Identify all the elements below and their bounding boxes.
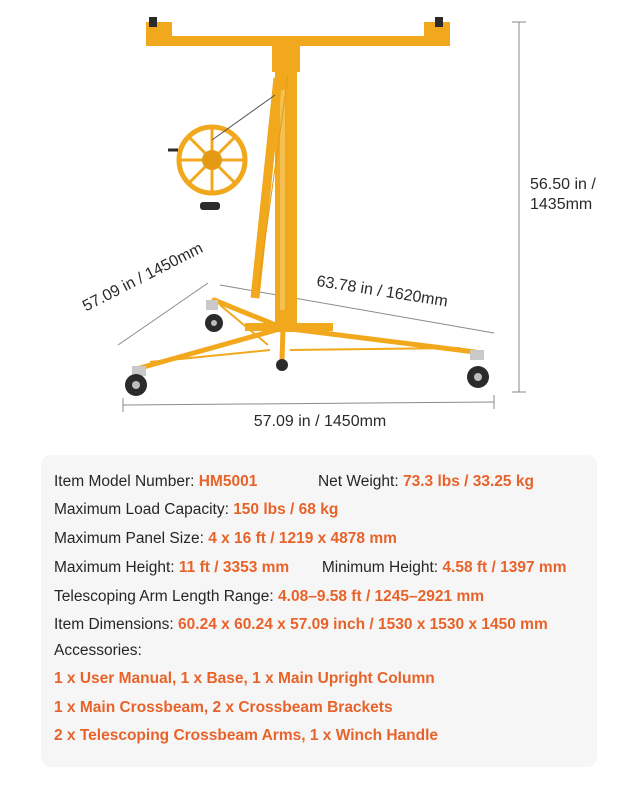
accessory-line: 1 x Main Crossbeam, 2 x Crossbeam Brackets (54, 699, 393, 716)
winch-wheel (168, 127, 245, 210)
dimension-lines (118, 22, 526, 412)
panel-label: Maximum Panel Size: (54, 530, 204, 547)
spec-row-load (54, 500, 338, 520)
spec-row-panel (54, 529, 397, 549)
strut (255, 78, 278, 298)
load-value: 150 lbs / 68 kg (233, 501, 339, 518)
accessory-line: 2 x Telescoping Crossbeam Arms, 1 x Winch Handle (54, 727, 439, 744)
item-dims-value: 60.24 x 60.24 x 57.09 inch / 1530 x 1530 x 1450 mm (178, 616, 548, 633)
spec-row-heights (54, 558, 567, 578)
max-height-value: 11 ft / 3353 mm (178, 559, 290, 576)
spec-row-item-dims (54, 615, 548, 635)
accessories-label: Accessories: (54, 642, 142, 659)
weight-value: 73.3 lbs / 33.25 kg (402, 473, 534, 490)
model-label: Item Model Number: (54, 473, 195, 490)
height-mm-label: 1435mm (530, 196, 593, 213)
item-dims-label: Item Dimensions: (54, 616, 174, 633)
arm-label: Telescoping Arm Length Range: (54, 588, 274, 605)
min-height-value: 4.58 ft / 1397 mm (442, 559, 567, 576)
width-dimension-label: 57.09 in / 1450mm (253, 413, 387, 430)
cable (212, 95, 275, 140)
height-in-label: 56.50 in / (530, 176, 596, 193)
height-dimension (530, 175, 596, 215)
load-label: Maximum Load Capacity: (54, 501, 229, 518)
min-height-label: Minimum Height: (321, 559, 439, 576)
accessory-line: 1 x User Manual, 1 x Base, 1 x Main Upright Column (54, 670, 435, 687)
depth-dimension-label: 57.09 in / 1450mm (80, 239, 206, 316)
panel-value: 4 x 16 ft / 1219 x 4878 mm (208, 530, 397, 547)
arm-value: 4.08–9.58 ft / 1245–2921 mm (278, 588, 485, 605)
model-value: HM5001 (198, 473, 258, 490)
spec-row-arm (54, 587, 484, 607)
spec-row-model-weight (54, 472, 534, 492)
diagonal-dimension-label: 63.78 in / 1620mm (315, 273, 449, 311)
weight-label: Net Weight: (317, 473, 399, 490)
spec-card (41, 455, 597, 767)
max-height-label: Maximum Height: (54, 559, 175, 576)
